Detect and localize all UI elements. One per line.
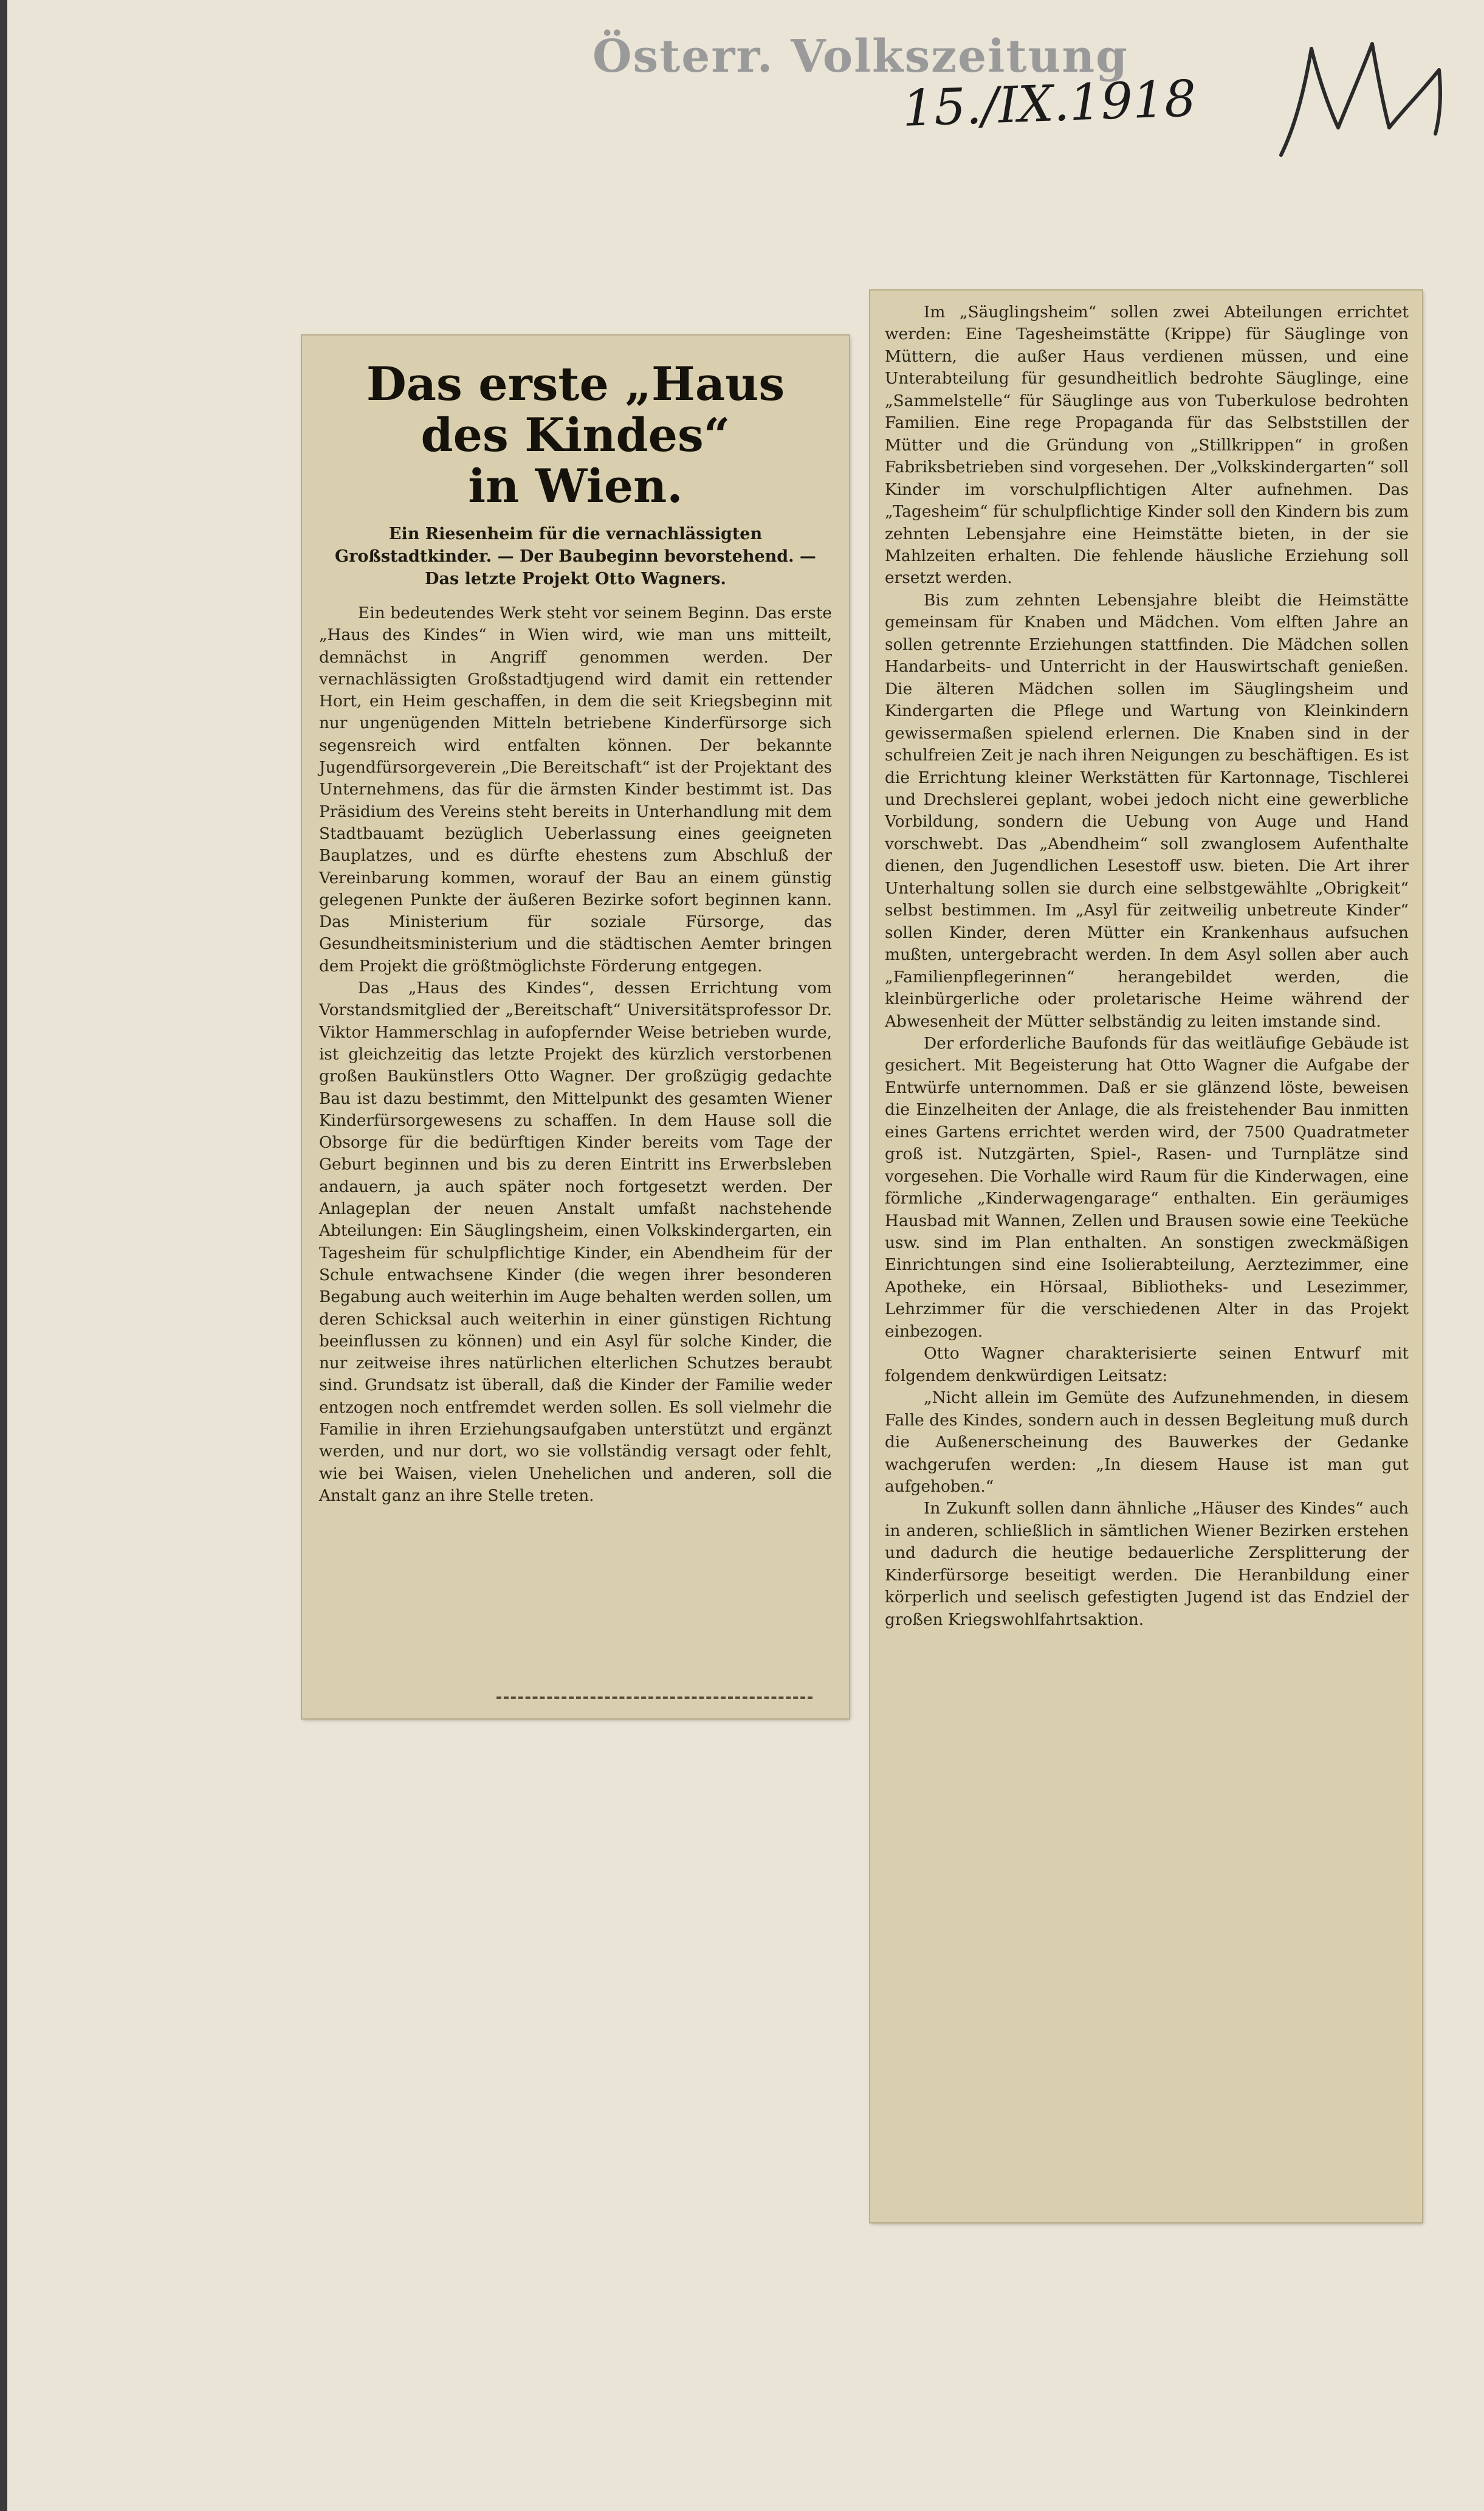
paragraph: Im „Säuglingsheim“ sollen zwei Abteilungen errichtet werden: Eine Tagesheimstätte (Krippe) für Säuglinge von Müttern, die außer Haus verdienen müssen, und eine Unterabteilung für gesundheitlich bedrohte Säuglinge, eine „Sammelstelle“ für Säuglinge aus von Tuberkulose bedrohten Familien. Eine rege Propaganda für das Selbststillen der Mütter und die Gründung von „Stillkrippen“ in großen Fabriksbetrieben sind vorgesehen. Der „Volkskindergarten“ soll Kinder im vorschulpflichtigen Alter aufnehmen. Das „Tagesheim“ für schulpflichtige Kinder soll den Kindern bis zum zehnten Lebensjahre eine Heimstätte bieten, in der sie Mahlzeiten erhalten. Die fehlende häusliche Erziehung soll ersetzt werden. bbox=[885, 303, 1409, 588]
article-title bbox=[319, 359, 832, 512]
newspaper-source-stamp: Österr. Volkszeitung bbox=[593, 30, 1128, 83]
paragraph: Otto Wagner charakterisierte seinen Entwurf mit folgendem denkwürdigen Leitsatz: bbox=[885, 1344, 1409, 1385]
handwritten-initials-signature bbox=[1276, 36, 1477, 164]
paragraph: Das „Haus des Kindes“, dessen Errichtung vom Vorstandsmitglied der „Bereitschaft“ Universitätsprofessor Dr. Viktor Hammerschlag in aufopfernder Weise betrieben wurde, ist gleichzeitig das letzte Projekt des kürzlich verstorbenen großen Baukünstlers Otto Wagner. Der großzügig gedachte Bau ist dazu bestimmt, den Mittelpunkt des gesamten Wiener Kinderfürsorgewesens zu schaffen. In dem Hause soll die Obsorge für die bedürftigen Kinder bereits vom Tage der Geburt beginnen und bis zu deren Eintritt ins Erwerbsleben andauern, ja auch später noch fortgesetzt werden. Der Anlageplan der neuen Anstalt umfaßt nachstehende Abteilungen: Ein Säuglingsheim, einen Volkskindergarten, ein Tagesheim für schulpflichtige Kinder, ein Abendheim für der Schule entwachsene Kinder (die wegen ihrer besonderen Begabung auch weiterhin im Auge behalten werden sollen, um deren Schicksal auch weiterhin in einer günstigen Richtung beeinflussen zu können) und ein Asyl für solche Kinder, die nur zeitweise ihres natürlichen elterlichen Schutzes beraubt sind. Grundsatz ist überall, daß die Kinder der Familie weder entzogen noch entfremdet werden sollen. Es soll vielmehr die Familie in ihren Erziehungsaufgaben unterstützt und ergänzt werden, und nur dort, wo sie vollständig versagt oder fehlt, wie bei Waisen, vielen Unehelichen und anderen, soll die Anstalt ganz an ihre Stelle treten. bbox=[319, 979, 832, 1505]
article-body-right bbox=[885, 301, 1409, 1631]
scan-edge bbox=[0, 0, 7, 2511]
section-separator bbox=[496, 1693, 812, 1699]
article-title-line2: in Wien. bbox=[468, 459, 683, 513]
paragraph: Ein bedeutendes Werk steht vor seinem Beginn. Das erste „Haus des Kindes“ in Wien wird, wie man uns mitteilt, demnächst in Angriff genommen werden. Der vernachlässigten Großstadtjugend wird damit ein rettender Hort, ein Heim geschaffen, in dem die seit Kriegsbeginn mit nur ungenügenden Mitteln betriebene Kinderfürsorge sich segensreich wird entfalten können. Der bekannte Jugendfürsorgeverein „Die Bereitschaft“ ist der Projektant des Unternehmens, das für die ärmsten Kinder bestimmt ist. Das Präsidium des Vereins steht bereits in Unterhandlung mit dem Stadtbauamt bezüglich Ueberlassung eines geeigneten Bauplatzes, und es dürfte ehestens zum Abschluß der Vereinbarung kommen, worauf der Bau an einem günstig gelegenen Punkte der äußeren Bezirke sofort beginnen kann. Das Ministerium für soziale Fürsorge, das Gesundheitsministerium und die städtischen Aemter bringen dem Projekt die größtmöglichste Förderung entgegen. bbox=[319, 604, 832, 976]
article-title-line1: Das erste „Haus des Kindes“ bbox=[366, 357, 785, 462]
article-clipping-right bbox=[870, 291, 1422, 2222]
quote-paragraph: „Nicht allein im Gemüte des Aufzunehmenden, in diesem Falle des Kindes, sondern auch in dessen Begleitung muß durch die Außenerscheinung des Bauwerkes der Gedanke wachgerufen werden: „In diesem Hause ist man gut aufgehoben.“ bbox=[885, 1388, 1409, 1497]
paragraph: In Zukunft sollen dann ähnliche „Häuser des Kindes“ auch in anderen, schließlich in sämtlichen Wiener Bezirken erstehen und dadurch die heutige bedauerliche Zersplitterung der Kinderfürsorge beseitigt werden. Die Heranbildung einer körperlich und seelisch gefestigten Jugend ist das Endziel der großen Kriegswohlfahrtsaktion. bbox=[885, 1499, 1409, 1629]
handwritten-date: 15./IX.1918 bbox=[901, 70, 1197, 138]
article-body-left bbox=[319, 602, 832, 1507]
article-subtitle: Ein Riesenheim für die vernachlässigten Großstadtkinder. — Der Baubeginn bevorstehend. — Das letzte Projekt Otto Wagners. bbox=[335, 525, 816, 588]
paragraph: Bis zum zehnten Lebensjahre bleibt die Heimstätte gemeinsam für Knaben und Mädchen. Vom elften Jahre an sollen getrennte Erziehungen stattfinden. Die Mädchen sollen Handarbeits- und Unterricht in der Hauswirtschaft genießen. Die älteren Mädchen sollen im Säuglingsheim und Kindergarten die Pflege und Wartung von Kleinkindern gewissermaßen spielend erlernen. Die Knaben sind in der schulfreien Zeit je nach ihren Neigungen zu beschäftigen. Es ist die Errichtung kleiner Werkstätten für Kartonnage, Tischlerei und Drechslerei geplant, wobei jedoch nicht eine gewerbliche Vorbildung, sondern die Uebung von Auge und Hand vorschwebt. Das „Abendheim“ soll zwanglosem Aufenthalte dienen, den Jugendlichen Lesestoff usw. bieten. Die Art ihrer Unterhaltung sollen sie durch eine selbstgewählte „Obrigkeit“ selbst bestimmen. Im „Asyl für zeitweilig unbetreute Kinder“ sollen Kinder, deren Mütter ein Krankenhaus aufsuchen mußten, untergebracht werden. In dem Asyl sollen aber auch „Familienpflegerinnen“ herangebildet werden, die kleinbürgerliche oder proletarische Heime während der Abwesenheit der Mütter selbständig zu leiten imstande sind. bbox=[885, 590, 1409, 1031]
article-clipping-left bbox=[302, 336, 849, 1718]
paragraph: Der erforderliche Baufonds für das weitläufige Gebäude ist gesichert. Mit Begeisterung hat Otto Wagner die Aufgabe der Entwürfe unternommen. Daß er sie glänzend löste, beweisen die Einzelheiten der Anlage, die als freistehender Bau inmitten eines Gartens errichtet werden wird, der 7500 Quadratmeter groß ist. Nutzgärten, Spiel-, Rasen- und Turnplätze sind vorgesehen. Die Vorhalle wird Raum für die Kinderwagen, eine förmliche „Kinderwagengarage“ enthalten. Ein geräumiges Hausbad mit Wannen, Zellen und Brausen sowie eine Teeküche usw. sind im Plan enthalten. An sonstigen zweckmäßigen Einrichtungen sind eine Isolierabteilung, Aerztezimmer, eine Apotheke, ein Hörsaal, Bibliotheks- und Lesezimmer, Lehrzimmer für die verschiedenen Alter in das Projekt einbezogen. bbox=[885, 1033, 1409, 1341]
